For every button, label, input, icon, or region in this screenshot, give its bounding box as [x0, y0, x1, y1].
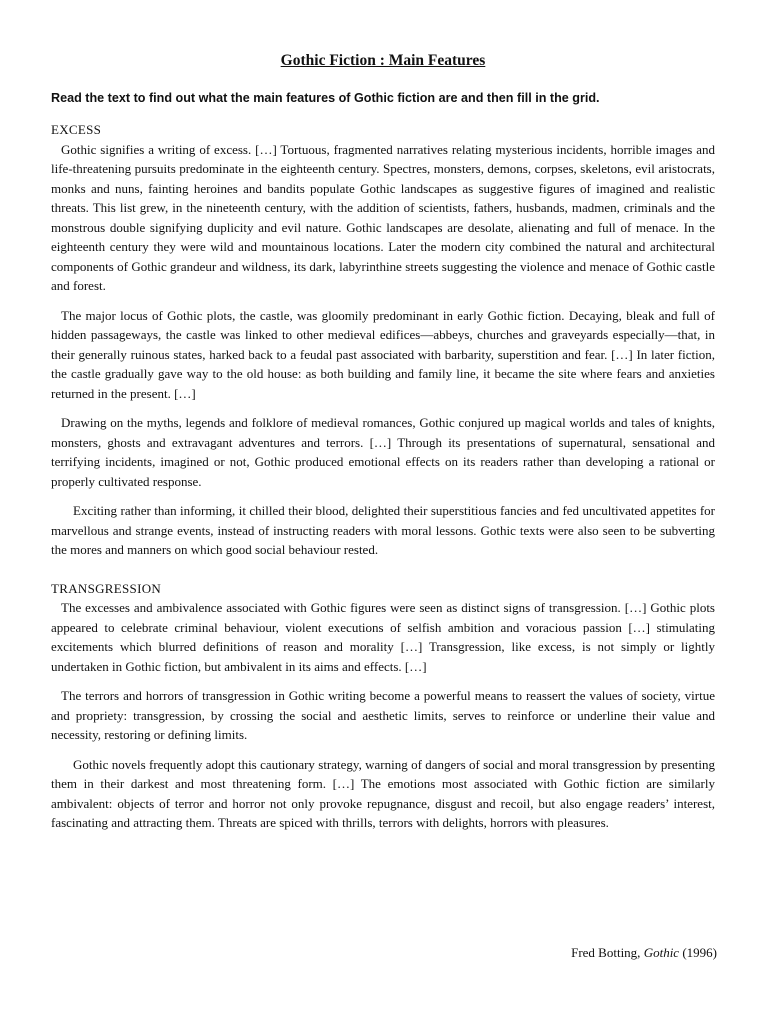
citation-author: Fred Botting, [571, 945, 641, 960]
paragraph: Gothic novels frequently adopt this cautionary strategy, warning of dangers of social and moral transgression by presenting them in their darkest and most threatening form. […] The emotions most associated with Gothic fiction are similarly ambivalent: objects of terror and horror not only provoke repugnance, disgust and recoil, but also engage readers’ interest, fascinating and attracting them. Threats are spiced with thrills, terrors with delights, horrors with pleasures. [51, 756, 715, 830]
section-spacer [51, 560, 715, 579]
section-excess [51, 120, 715, 560]
paragraph: Gothic signifies a writing of excess. […] Tortuous, fragmented narratives relating mysterious incidents, horrible images and life-threatening pursuits predominate in the eighteenth century. Spectres, monsters, demons, corpses, skeletons, evil aristocrats, monks and nuns, fainting heroines and bandits populate Gothic landscapes as suggestive figures of imagined and realistic threats. This list grew, in the nineteenth century, with the addition of scientists, fathers, husbands, madmen, criminals and the monstrous double signifying duplicity and evil nature. Gothic landscapes are desolate, alienating and full of menace. In the eighteenth century they were wild and mountainous locations. Later the modern city combined the natural and architectural components of Gothic grandeur and wildness, its dark, labyrinthine streets suggesting the violence and menace of Gothic castle and forest. [51, 141, 715, 293]
paragraph: The terrors and horrors of transgression in Gothic writing become a powerful means to reassert the values of society, virtue and propriety: transgression, by crossing the social and aesthetic limits, serves to reinforce or underline their value and necessity, restoring or defining limits. [51, 688, 715, 742]
citation-year: (1996) [682, 945, 717, 960]
instruction-text: Read the text to find out what the main features of Gothic fiction are and then fill in the grid. [51, 91, 600, 105]
citation [571, 944, 717, 962]
citation-work: Gothic [643, 945, 680, 960]
page-title: Gothic Fiction : Main Features [280, 52, 486, 69]
section-heading: EXCESS [51, 122, 102, 137]
section-transgression [51, 579, 715, 833]
paragraph: The major locus of Gothic plots, the castle, was gloomily predominant in early Gothic fiction. Decaying, bleak and full of hidden passageways, the castle was linked to other medieval edifices—abbeys, churches and graveyards especially—that, in their generally ruinous states, harked back to a feudal past associated with barbarity, superstition and fear. […] In later fiction, the castle gradually gave way to the old house: as both building and family line, it became the site where fears and anxieties returned in the present. […] [51, 307, 715, 401]
paragraph: Exciting rather than informing, it chilled their blood, delighted their superstitious fancies and fed uncultivated appetites for marvellous and strange events, instead of instructing readers with moral lessons. Gothic texts were also seen to be subverting the mores and manners on which good social behaviour rested. [51, 503, 715, 557]
paragraph: Drawing on the myths, legends and folklore of medieval romances, Gothic conjured up magical worlds and tales of knights, monsters, ghosts and extravagant adventures and terrors. […] Through its presentations of supernatural, sensational and terrifying incidents, imagined or not, Gothic produced emotional effects on its readers rather than developing a rational or properly cultivated response. [51, 415, 715, 489]
document-page [51, 50, 715, 833]
section-heading: TRANSGRESSION [51, 580, 162, 596]
paragraph: The excesses and ambivalence associated with Gothic figures were seen as distinct signs of transgression. […] Gothic plots appeared to celebrate criminal behaviour, violent executions of selfish ambition and voracious passion […] stimulating excitements which blurred definitions of reason and morality […] Transgression, like excess, is not simply or lightly undertaken in Gothic fiction, but ambivalent in its aims and effects. […] [51, 600, 715, 674]
